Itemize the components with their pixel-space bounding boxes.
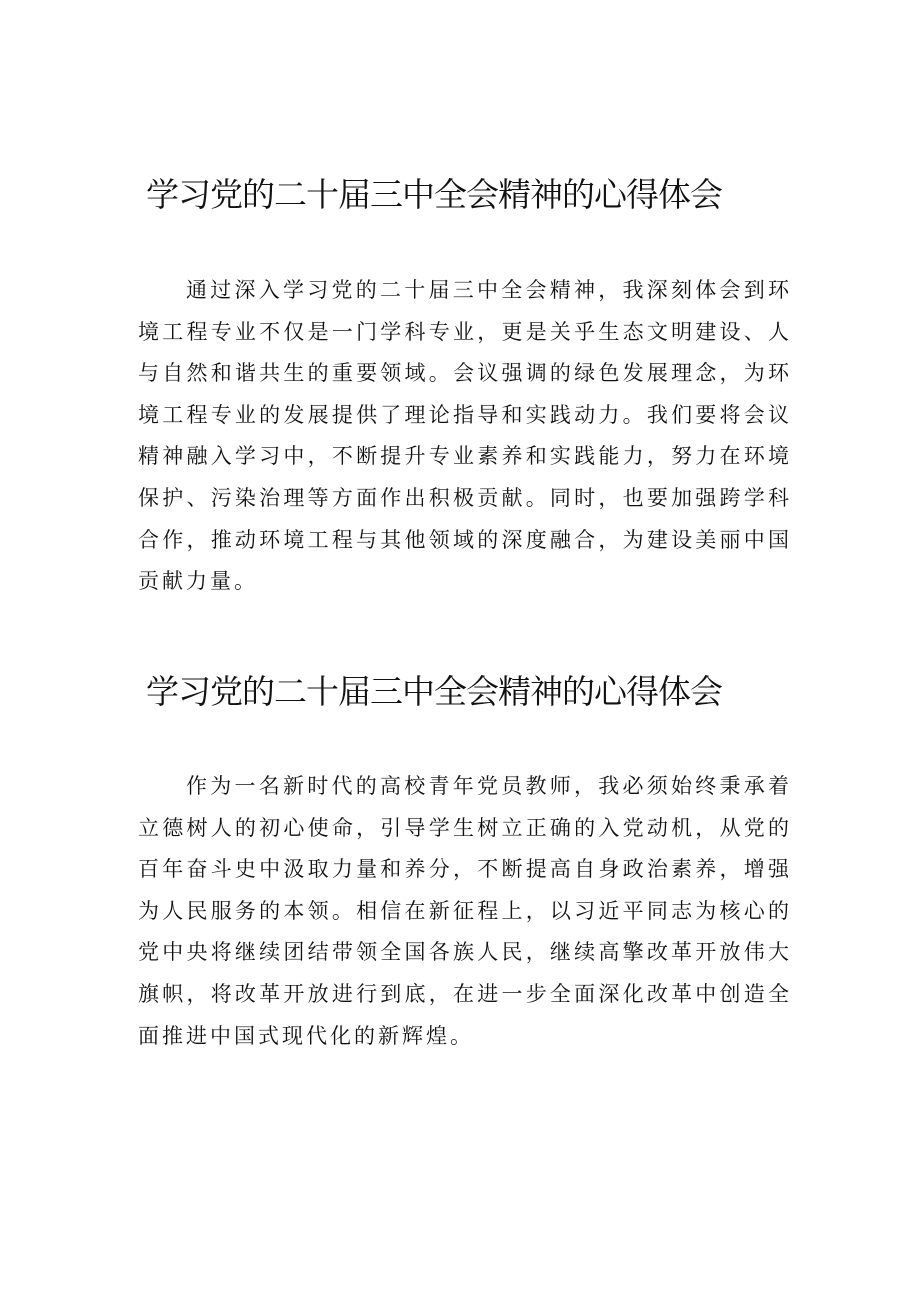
body-paragraph: 通过深入学习党的二十届三中全会精神，我深刻体会到环境工程专业不仅是一门学科专业，更是关乎生态文明建设、人与自然和谐共生的重要领域。会议强调的绿色发展理念，为环境工程专业的发展提供了理论指导和实践动力。我们要将会议精神融入学习中，不断提升专业素养和实践能力，努力在环境保护、污染治理等方面作出积极贡献。同时，也要加强跨学科合作，推动环境工程与其他领域的深度融合，为建设美丽中国贡献力量。 — [138, 278, 792, 594]
section-title: 学习党的二十届三中全会精神的心得体会 — [146, 672, 722, 711]
section-title: 学习党的二十届三中全会精神的心得体会 — [146, 175, 722, 214]
body-paragraph: 作为一名新时代的高校青年党员教师，我必须始终秉承着立德树人的初心使命，引导学生树立正确的入党动机，从党的百年奋斗史中汲取力量和养分，不断提高自身政治素养，增强为人民服务的本领。相信在新征程上，以习近平同志为核心的党中央将继续团结带领全国各族人民，继续高擎改革开放伟大旗帜，将改革开放进行到底，在进一步全面深化改革中创造全面推进中国式现代化的新辉煌。 — [138, 774, 792, 1048]
